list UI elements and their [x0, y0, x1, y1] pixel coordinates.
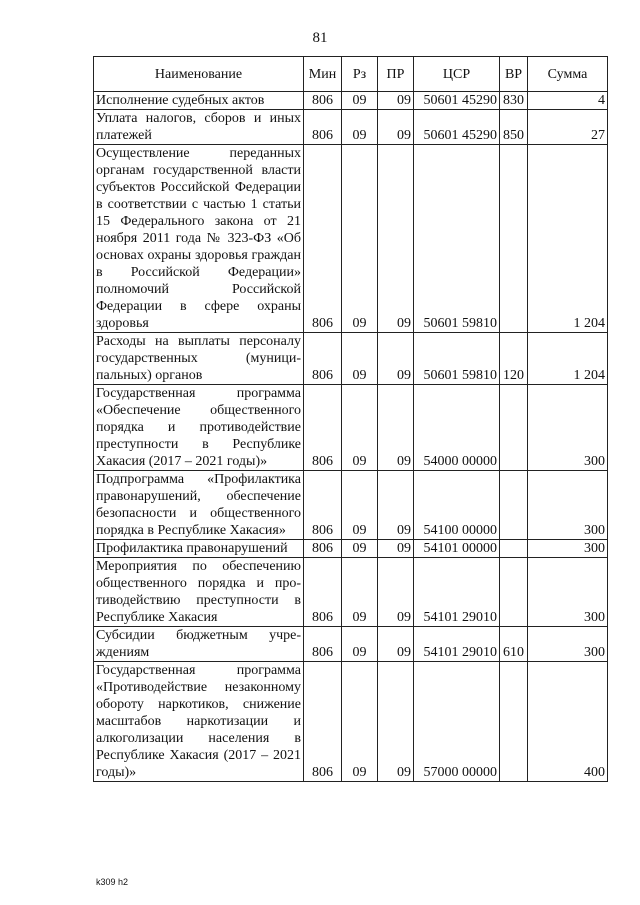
- cell-rz: 09: [342, 627, 378, 662]
- cell-name: Исполнение судебных актов: [94, 92, 304, 110]
- header-rz: Рз: [342, 57, 378, 92]
- table-header-row: [94, 57, 608, 92]
- cell-csr: 50601 45290: [414, 110, 500, 145]
- cell-rz: 09: [342, 662, 378, 782]
- table-row: [94, 145, 608, 333]
- cell-vr: [500, 662, 528, 782]
- cell-min: 806: [304, 540, 342, 558]
- cell-rz: 09: [342, 540, 378, 558]
- cell-vr: 120: [500, 333, 528, 385]
- cell-min: 806: [304, 627, 342, 662]
- header-sum: Сумма: [528, 57, 608, 92]
- cell-rz: 09: [342, 145, 378, 333]
- table-row: [94, 92, 608, 110]
- cell-pr: 09: [378, 145, 414, 333]
- cell-sum: 300: [528, 471, 608, 540]
- cell-csr: 50601 59810: [414, 145, 500, 333]
- cell-name: Осуществление переданных органам государственной власти субъектов Российской Федерации в соответствии с частью 1 статьи 15 Федерального закона от 21 ноября 2011 года № 323-ФЗ «Об основах охраны здоровья граждан в Российской Федерации» полномочий Российской Федерации в сфере охраны здоровья: [94, 145, 304, 333]
- cell-pr: 09: [378, 92, 414, 110]
- cell-name: Государственная программа «Обеспечение общественного порядка и противодействие преступности в Республике Хакасия (2017 – 2021 годы)»: [94, 385, 304, 471]
- header-vr: ВР: [500, 57, 528, 92]
- cell-rz: 09: [342, 92, 378, 110]
- cell-csr: 54101 00000: [414, 540, 500, 558]
- cell-vr: [500, 540, 528, 558]
- cell-vr: 610: [500, 627, 528, 662]
- cell-min: 806: [304, 662, 342, 782]
- cell-name: Подпрограмма «Профилактика правонарушений, обеспечение безопасности и общественного порядка в Республике Хакасия»: [94, 471, 304, 540]
- cell-name: Государственная программа «Противодействие незаконному обороту наркотиков, снижение масштабов наркотизации и алкоголизации населения в Республике Хакасия (2017 – 2021 годы)»: [94, 662, 304, 782]
- header-pr: ПР: [378, 57, 414, 92]
- cell-min: 806: [304, 385, 342, 471]
- cell-pr: 09: [378, 627, 414, 662]
- cell-name: Субсидии бюджетным учреждениям: [94, 627, 304, 662]
- cell-pr: 09: [378, 385, 414, 471]
- cell-min: 806: [304, 471, 342, 540]
- cell-vr: [500, 385, 528, 471]
- cell-sum: 300: [528, 558, 608, 627]
- cell-name: Мероприятия по обеспечению общественного порядка и противодействию преступности в Республике Хакасия: [94, 558, 304, 627]
- cell-min: 806: [304, 333, 342, 385]
- table-row: [94, 627, 608, 662]
- cell-sum: 1 204: [528, 333, 608, 385]
- cell-vr: 830: [500, 92, 528, 110]
- cell-vr: [500, 145, 528, 333]
- cell-sum: 300: [528, 627, 608, 662]
- cell-name: Профилактика правонарушений: [94, 540, 304, 558]
- cell-csr: 57000 00000: [414, 662, 500, 782]
- table-row: [94, 385, 608, 471]
- header-csr: ЦСР: [414, 57, 500, 92]
- cell-sum: 1 204: [528, 145, 608, 333]
- budget-table: [93, 56, 608, 782]
- cell-name: Расходы на выплаты персоналу государственных (муниципальных) органов: [94, 333, 304, 385]
- cell-sum: 400: [528, 662, 608, 782]
- cell-rz: 09: [342, 558, 378, 627]
- cell-rz: 09: [342, 110, 378, 145]
- table-row: [94, 558, 608, 627]
- cell-min: 806: [304, 110, 342, 145]
- cell-csr: 54101 29010: [414, 558, 500, 627]
- cell-sum: 4: [528, 92, 608, 110]
- cell-sum: 27: [528, 110, 608, 145]
- cell-vr: 850: [500, 110, 528, 145]
- cell-pr: 09: [378, 333, 414, 385]
- cell-sum: 300: [528, 540, 608, 558]
- cell-csr: 50601 59810: [414, 333, 500, 385]
- cell-min: 806: [304, 92, 342, 110]
- cell-rz: 09: [342, 385, 378, 471]
- cell-pr: 09: [378, 471, 414, 540]
- cell-pr: 09: [378, 540, 414, 558]
- cell-csr: 54101 29010: [414, 627, 500, 662]
- cell-vr: [500, 471, 528, 540]
- page-number: 81: [312, 30, 328, 46]
- table-row: [94, 471, 608, 540]
- cell-rz: 09: [342, 471, 378, 540]
- cell-csr: 54100 00000: [414, 471, 500, 540]
- cell-pr: 09: [378, 558, 414, 627]
- cell-sum: 300: [528, 385, 608, 471]
- cell-min: 806: [304, 145, 342, 333]
- header-min: Мин: [304, 57, 342, 92]
- table-row: [94, 333, 608, 385]
- table-row: [94, 662, 608, 782]
- cell-csr: 50601 45290: [414, 92, 500, 110]
- cell-name: Уплата налогов, сборов и иных платежей: [94, 110, 304, 145]
- header-name: Наименование: [94, 57, 304, 92]
- cell-pr: 09: [378, 662, 414, 782]
- table-row: [94, 110, 608, 145]
- table-row: [94, 540, 608, 558]
- cell-vr: [500, 558, 528, 627]
- cell-rz: 09: [342, 333, 378, 385]
- cell-min: 806: [304, 558, 342, 627]
- cell-csr: 54000 00000: [414, 385, 500, 471]
- cell-pr: 09: [378, 110, 414, 145]
- document-code: k309 h2: [96, 877, 129, 887]
